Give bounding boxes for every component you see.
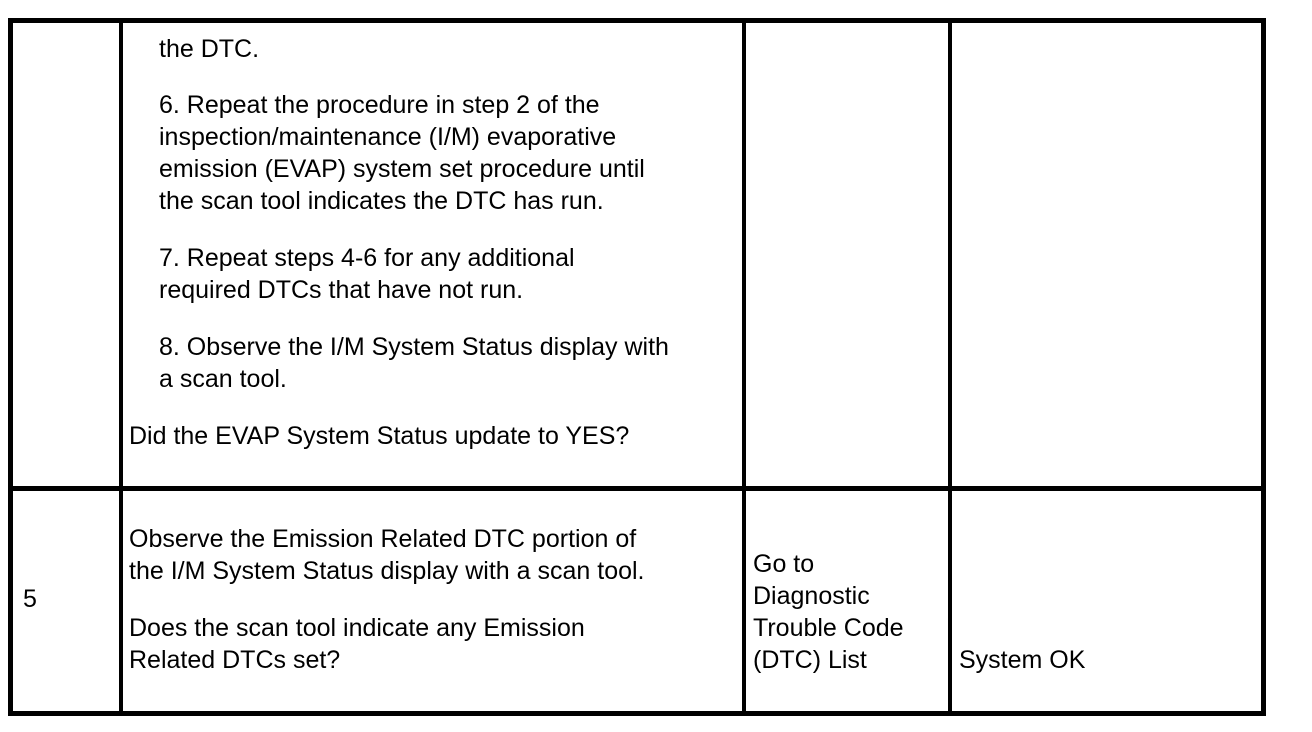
action-item-6-line-3: emission (EVAP) system set procedure until bbox=[159, 155, 645, 183]
action-cell bbox=[119, 491, 742, 711]
action-item-6-line-4: the scan tool indicates the DTC has run. bbox=[159, 187, 604, 215]
yes-link-line-3[interactable]: Trouble Code bbox=[753, 614, 904, 642]
action-item-7-line-2: required DTCs that have not run. bbox=[159, 276, 524, 304]
step-number: 5 bbox=[23, 585, 37, 613]
action-question-line-2: Related DTCs set? bbox=[129, 646, 341, 674]
step-cell bbox=[13, 491, 119, 711]
action-item-6-line-2: inspection/maintenance (I/M) evaporative bbox=[159, 123, 617, 151]
no-cell bbox=[948, 491, 1261, 711]
yes-link-line-1[interactable]: Go to bbox=[753, 550, 815, 578]
table-row bbox=[13, 23, 1261, 486]
action-line-1: Observe the Emission Related DTC portion of bbox=[129, 525, 637, 553]
action-question: Did the EVAP System Status update to YES? bbox=[129, 422, 630, 450]
yes-cell bbox=[742, 491, 948, 711]
table-row bbox=[13, 486, 1261, 711]
action-line-2: the I/M System Status display with a scan tool. bbox=[129, 557, 645, 585]
action-question-line-1: Does the scan tool indicate any Emission bbox=[129, 614, 585, 642]
yes-link-line-2[interactable]: Diagnostic bbox=[753, 582, 870, 610]
action-item-7-line-1: 7. Repeat steps 4-6 for any additional bbox=[159, 244, 575, 272]
no-text: System OK bbox=[959, 646, 1086, 674]
action-item-8-line-1: 8. Observe the I/M System Status display with bbox=[159, 333, 669, 361]
no-cell bbox=[948, 23, 1261, 486]
step-cell bbox=[13, 23, 119, 486]
yes-cell bbox=[742, 23, 948, 486]
yes-link-line-4[interactable]: (DTC) List bbox=[753, 646, 867, 674]
diagnostic-table bbox=[8, 18, 1266, 716]
action-item-8-line-2: a scan tool. bbox=[159, 365, 287, 393]
action-continued-text: the DTC. bbox=[159, 35, 260, 63]
action-cell bbox=[119, 23, 742, 486]
action-item-6-line-1: 6. Repeat the procedure in step 2 of the bbox=[159, 91, 600, 119]
